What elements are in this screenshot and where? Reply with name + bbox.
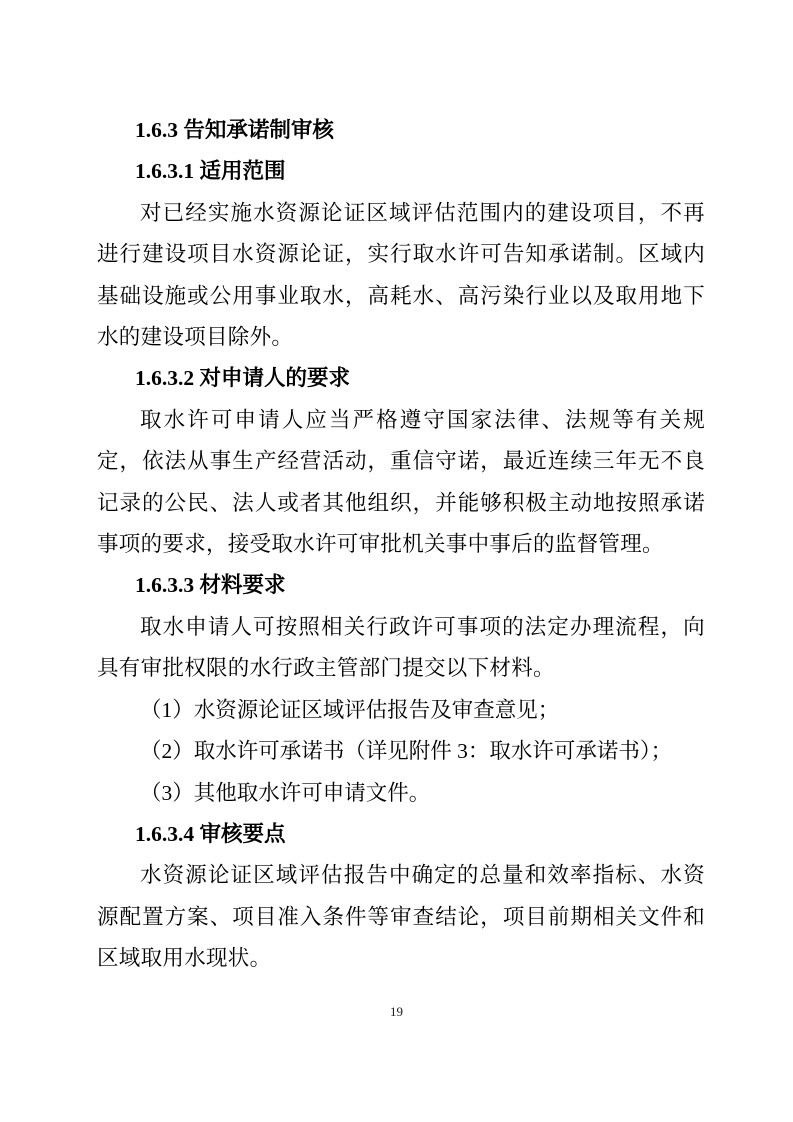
section-heading-1-6-3-4: 1.6.3.4 审核要点 [135, 821, 286, 846]
section-heading-1-6-3: 1.6.3 告知承诺制审核 [135, 118, 334, 142]
list-item-1: （1）水资源论证区域评估报告及审查意见； [140, 697, 560, 722]
paragraph-material-requirements: 取水申请人可按照相关行政许可事项的法定办理流程，向具有审批权限的水行政主管部门提交以下材料。 [97, 614, 705, 681]
page-number: 19 [390, 1004, 403, 1019]
list-item-2: （2）取水许可承诺书（详见附件 3：取水许可承诺书）； [140, 739, 673, 764]
list-item-3: （3）其他取水许可申请文件。 [140, 780, 431, 805]
paragraph-scope-of-application: 对已经实施水资源论证区域评估范围内的建设项目，不再进行建设项目水资源论证，实行取水许可告知承诺制。区域内基础设施或公用事业取水，高耗水、高污染行业以及取用地下水的建设项目除外。 [97, 200, 705, 350]
paragraph-applicant-requirements: 取水许可申请人应当严格遵守国家法律、法规等有关规定，依法从事生产经营活动，重信守诺，最近连续三年无不良记录的公民、法人或者其他组织，并能够积极主动地按照承诺事项的要求，接受取水许可审批机关事中事后的监督管理。 [97, 407, 705, 557]
section-heading-1-6-3-1: 1.6.3.1 适用范围 [135, 159, 286, 184]
document-body [97, 110, 705, 980]
section-heading-1-6-3-3: 1.6.3.3 材料要求 [135, 573, 286, 598]
section-heading-1-6-3-2: 1.6.3.2 对申请人的要求 [135, 366, 351, 391]
paragraph-review-points: 水资源论证区域评估报告中确定的总量和效率指标、水资源配置方案、项目准入条件等审查结论，项目前期相关文件和区域取用水现状。 [97, 863, 705, 971]
